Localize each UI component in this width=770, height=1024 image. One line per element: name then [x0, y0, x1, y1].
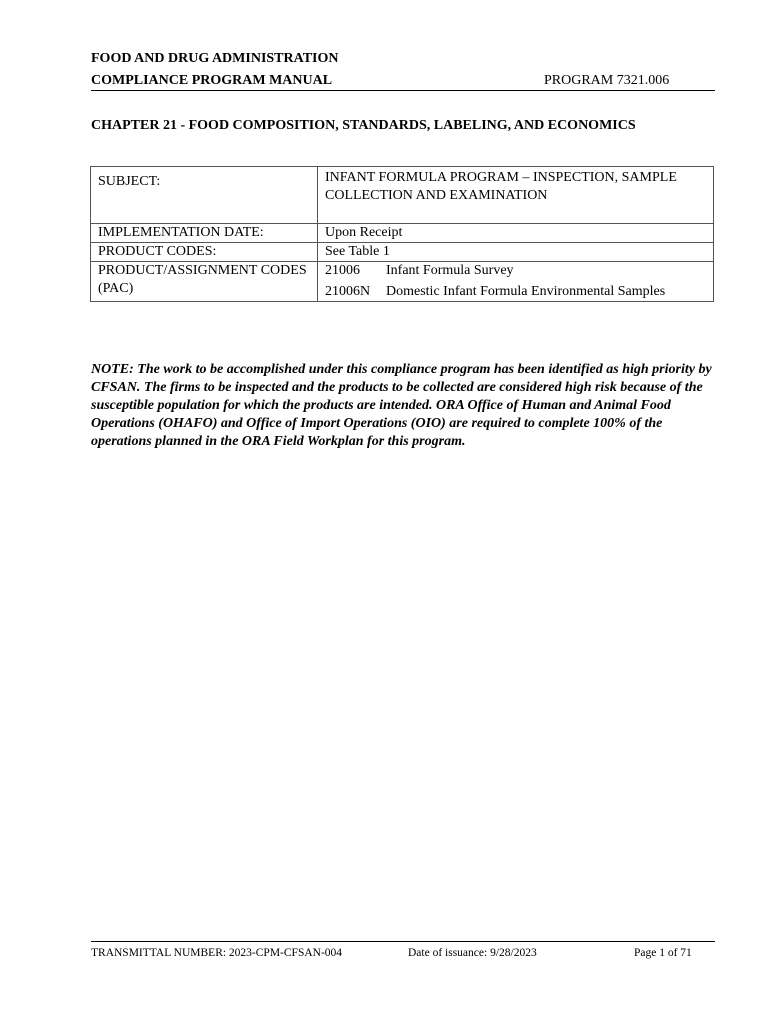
chapter-title: CHAPTER 21 - FOOD COMPOSITION, STANDARDS, LABELING, AND ECONOMICS — [91, 118, 636, 133]
priority-note: NOTE: The work to be accomplished under this compliance program has been identified as high priority by CFSAN. The firms to be inspected and the products to be collected are considered high risk because of the susceptible population for which the products are intended. ORA Office of Human and Animal Food Operations (OHAFO) and Office of Import Operations (OIO) are required to complete 100% of the operations planned in the ORA Field Workplan for this program. — [91, 362, 712, 449]
footer-rule — [91, 941, 715, 942]
pac-code: 21006N — [325, 284, 371, 299]
footer-page-number: Page 1 of 71 — [634, 947, 692, 959]
implementation-row — [91, 224, 714, 243]
pac-item — [325, 283, 706, 301]
header-agency: FOOD AND DRUG ADMINISTRATION — [91, 51, 339, 66]
pac-row — [91, 262, 714, 302]
footer-issuance-date: Date of issuance: 9/28/2023 — [408, 947, 537, 959]
subject-label: SUBJECT: — [98, 174, 161, 189]
pac-code: 21006 — [325, 263, 360, 278]
header-rule — [91, 90, 715, 91]
implementation-label: IMPLEMENTATION DATE: — [91, 224, 318, 243]
subject-value: INFANT FORMULA PROGRAM – INSPECTION, SAMPLE COLLECTION AND EXAMINATION — [318, 167, 714, 224]
pac-label: PRODUCT/ASSIGNMENT CODES (PAC) — [91, 262, 318, 302]
implementation-value: Upon Receipt — [318, 224, 714, 243]
subject-table — [90, 166, 714, 302]
pac-values — [318, 262, 714, 302]
subject-row — [91, 167, 714, 224]
pac-desc: Domestic Infant Formula Environmental Samples — [386, 284, 666, 299]
pac-desc: Infant Formula Survey — [386, 263, 514, 278]
product-codes-row — [91, 243, 714, 262]
product-codes-label: PRODUCT CODES: — [91, 243, 318, 262]
pac-item — [325, 262, 706, 280]
product-codes-value: See Table 1 — [318, 243, 714, 262]
header-program-number: PROGRAM 7321.006 — [544, 73, 670, 88]
subject-label-cell — [91, 167, 318, 224]
footer-transmittal: TRANSMITTAL NUMBER: 2023-CPM-CFSAN-004 — [91, 947, 343, 959]
header-manual: COMPLIANCE PROGRAM MANUAL — [91, 73, 333, 88]
